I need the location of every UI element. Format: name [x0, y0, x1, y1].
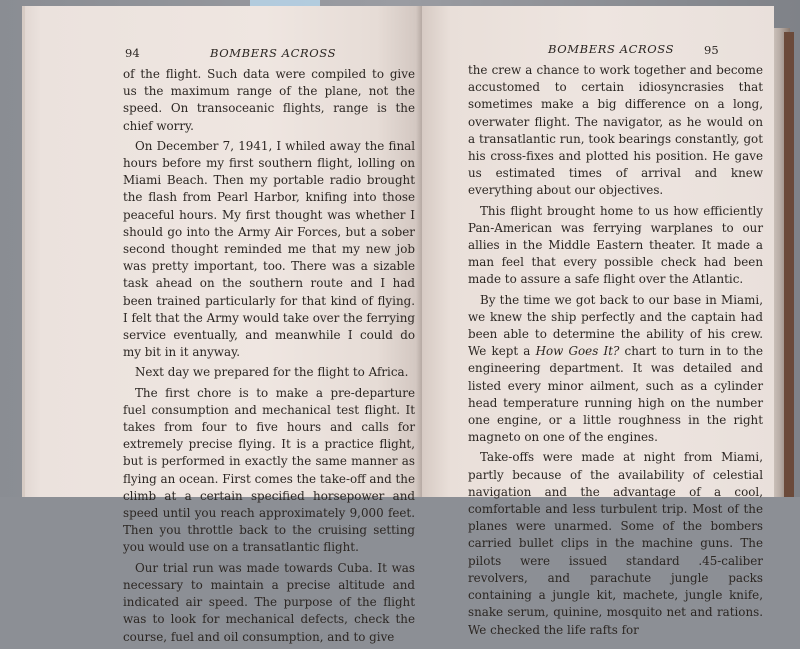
paragraph-text-end: chart to turn in to the engineering department. It was detailed and listed every minor ailment, such as a cylinder head temperature running high on the number one engine, or a little roughness in the right magneto on one of the engines.	[468, 344, 763, 445]
right-running-head: BOMBERS ACROSS	[548, 42, 675, 56]
paragraph	[468, 292, 763, 447]
right-page	[422, 6, 774, 637]
left-page	[22, 6, 425, 644]
right-page-text	[468, 62, 763, 642]
paragraph: the crew a chance to work together and become accustomed to certain idiosyncrasies that sometimes make a big difference on a long, overwater flight. The navigator, as he would on a transatlantic run, took bearings constantly, got his cross-fixes and plotted his position. He gave us estimated times of arrival and knew everything about our objectives.	[468, 63, 763, 198]
left-running-head: BOMBERS ACROSS	[210, 46, 337, 60]
paragraph: This flight brought home to us how efficiently Pan-American was ferrying warplanes to our allies in the Middle Eastern theater. It made a man feel that every possible check had been made to assure a safe flight over the Atlantic.	[468, 203, 763, 287]
paragraph: The first chore is to make a pre-departure fuel consumption and mechanical test flight. It takes from four to five hours and calls for extremely precise flying. It is a practice flight, but is performed in exactly the same manner as flying an ocean. First comes the take-off and the climb at a certain specified horsepower and speed until you reach approximately 9,000 feet. Then you throttle back to the cruising setting you would use on a transatlantic flight.	[123, 385, 415, 555]
paragraph: of the flight. Such data were compiled to give us the maximum range of the plane, not the speed. On transoceanic flights, range is the chief worry.	[123, 67, 415, 133]
left-page-number: 94	[125, 46, 140, 60]
paragraph: Take-offs were made at night from Miami, partly because of the availability of celestial navigation and the advantage of a cool, comfortable and less turbulent trip. Most of the planes were unarmed. Some of the bombers carried bullet clips in the machine guns. The pilots were issued standard .45-caliber revolvers, and parachute jungle packs containing a jungle kit, machete, jungle knife, snake serum, quinine, mosquito net and rations. We checked the life rafts for	[468, 450, 763, 637]
open-book	[14, 4, 790, 644]
paragraph-text-start: By the time we got back to our base in Miami, we knew the ship perfectly and the captain had been able to determine the ability of his crew. We kept a	[468, 292, 763, 359]
left-page-text	[123, 66, 415, 649]
book-cover-edge	[784, 32, 794, 497]
paragraph: Our trial run was made towards Cuba. It was necessary to maintain a precise altitude and indicated air speed. The purpose of the flight was to look for mechanical defects, check the course, fuel and oil consumption, and to give	[123, 560, 415, 644]
paragraph: Next day we prepared for the flight to Africa.	[135, 365, 409, 380]
italic-chart-title: How Goes It?	[535, 344, 620, 359]
right-page-number: 95	[704, 43, 719, 57]
paragraph: On December 7, 1941, I whiled away the final hours before my first southern flight, lolling on Miami Beach. Then my portable radio brought the flash from Pearl Harbor, knifing into those peaceful hours. My first thought was whether I should go into the Army Air Forces, but a sober second thought reminded me that my new job was pretty important, too. There was a sizable task ahead on the southern route and I had been trained particularly for that kind of flying. I felt that the Army would take over the ferrying service eventually, and meanwhile I could do my bit in it anyway.	[123, 138, 415, 360]
